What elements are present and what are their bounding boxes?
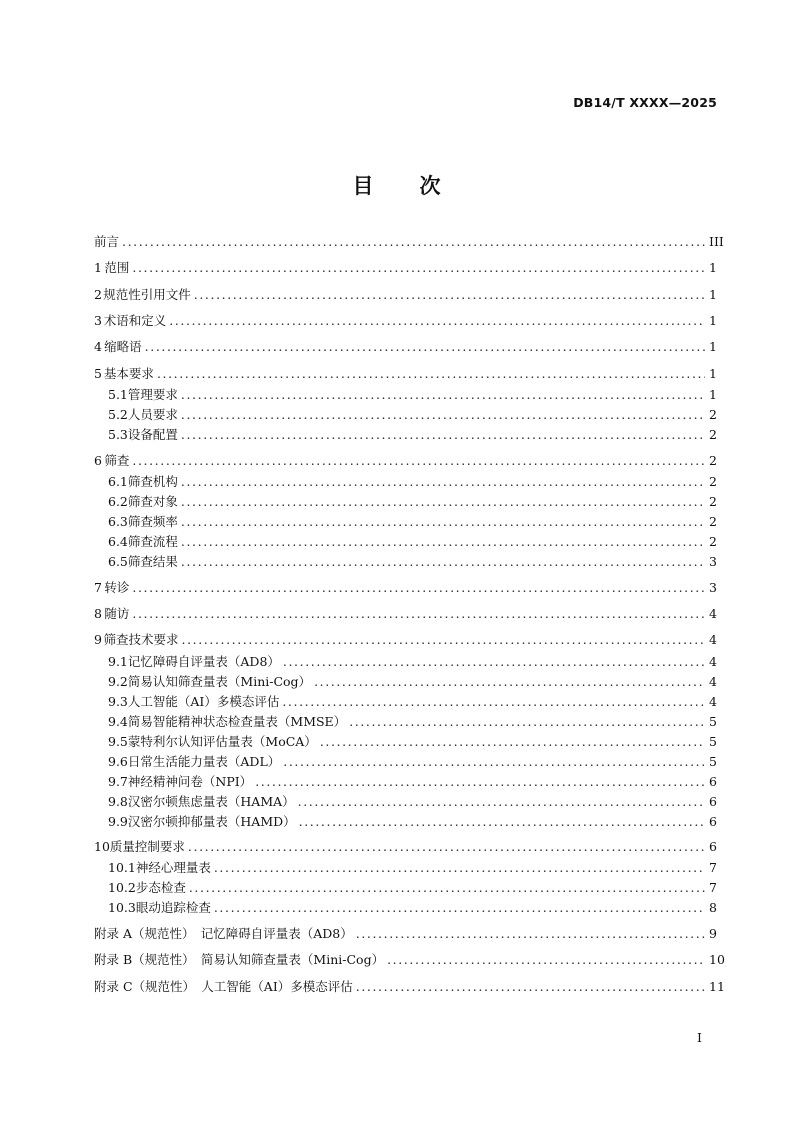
toc-entry[interactable]	[108, 473, 717, 491]
toc-leader-dots	[320, 733, 705, 751]
toc-entry[interactable]	[94, 233, 724, 251]
toc-entry-number: 6	[94, 453, 102, 468]
toc-entry[interactable]	[94, 579, 717, 597]
toc-entry[interactable]	[108, 713, 717, 731]
toc-entry-number: 9.8	[108, 794, 128, 809]
toc-entry-number: 9.6	[108, 754, 128, 769]
toc-leader-dots	[181, 473, 705, 491]
toc-entry[interactable]	[94, 605, 717, 623]
toc-entry[interactable]	[108, 426, 717, 444]
toc-entry-number: 9.1	[108, 654, 128, 669]
toc-entry-page: 3	[709, 554, 717, 569]
toc-entry[interactable]	[108, 773, 717, 791]
toc-entry-number: 3	[94, 313, 102, 328]
toc-entry-label: 缩略语	[104, 339, 142, 354]
toc-leader-dots	[283, 653, 705, 671]
toc-leader-dots	[132, 259, 705, 277]
toc-entry-label: 附录 A（规范性） 记忆障碍自评量表（AD8）	[94, 926, 353, 941]
toc-leader-dots	[132, 579, 705, 597]
toc-entry[interactable]	[108, 753, 717, 771]
toc-entry[interactable]	[108, 513, 717, 531]
toc-entry-page: 7	[709, 860, 717, 875]
toc-entry-number: 9.2	[108, 674, 128, 689]
toc-leader-dots	[214, 899, 705, 917]
toc-leader-dots	[387, 951, 705, 969]
document-code: DB14/T XXXX—2025	[573, 95, 717, 110]
toc-entry-page: 4	[709, 632, 717, 647]
toc-entry-label: 基本要求	[103, 366, 154, 381]
toc-leader-dots	[356, 925, 705, 943]
toc-entry-number: 5	[94, 366, 102, 381]
toc-leader-dots	[181, 513, 705, 531]
toc-entry-page: 9	[709, 926, 717, 941]
toc-leader-dots	[181, 533, 705, 551]
toc-entry-label: 记忆障碍自评量表（AD8）	[127, 654, 280, 669]
toc-entry-number: 5.2	[108, 407, 128, 422]
toc-entry[interactable]	[108, 673, 717, 691]
toc-leader-dots	[122, 233, 705, 251]
toc-entry[interactable]	[108, 533, 717, 551]
toc-entry-page: 3	[709, 580, 717, 595]
toc-entry-number: 9.4	[108, 714, 128, 729]
toc-entry-label: 眼动追踪检查	[135, 900, 211, 915]
toc-entry-label: 术语和定义	[103, 313, 167, 328]
toc-entry-label: 筛查技术要求	[103, 632, 179, 647]
toc-entry-label: 转诊	[104, 580, 130, 595]
toc-entry[interactable]	[94, 951, 725, 969]
toc-entry-number: 9	[94, 632, 102, 647]
toc-entry-label: 人工智能（AI）多模态评估	[127, 694, 280, 709]
toc-entry-number: 2	[94, 287, 102, 302]
toc-entry[interactable]	[94, 925, 717, 943]
toc-entry[interactable]	[108, 493, 717, 511]
toc-leader-dots	[255, 773, 705, 791]
toc-entry-page: 2	[709, 453, 717, 468]
toc-entry-number: 9.5	[108, 734, 128, 749]
toc-entry-page: 4	[709, 674, 717, 689]
toc-leader-dots	[298, 793, 705, 811]
toc-leader-dots	[181, 426, 705, 444]
toc-entry-page: 11	[709, 979, 725, 994]
toc-entry[interactable]	[94, 838, 717, 856]
title-char-1: 目	[352, 174, 374, 198]
toc-entry-page: 10	[709, 952, 725, 967]
toc-entry-label: 前言	[94, 234, 120, 249]
toc-entry-page: 2	[709, 514, 717, 529]
toc-leader-dots	[181, 493, 705, 511]
toc-entry-page: 6	[709, 774, 717, 789]
toc-entry-label: 规范性引用文件	[103, 287, 191, 302]
toc-entry-number: 6.3	[108, 514, 128, 529]
toc-entry-number: 4	[94, 339, 102, 354]
toc-entry-page: 4	[709, 606, 717, 621]
toc-entry-label: 筛查流程	[127, 534, 178, 549]
toc-entry[interactable]	[94, 978, 725, 996]
toc-entry-page: 6	[709, 794, 717, 809]
toc-entry[interactable]	[94, 338, 717, 356]
toc-entry-number: 9.3	[108, 694, 128, 709]
toc-entry-page: 2	[709, 534, 717, 549]
toc-entry-label: 汉密尔顿焦虑量表（HAMA）	[127, 794, 295, 809]
toc-entry-label: 设备配置	[127, 427, 178, 442]
toc-entry[interactable]	[108, 813, 717, 831]
toc-leader-dots	[283, 753, 705, 771]
toc-entry-page: 1	[709, 260, 717, 275]
toc-entry-page: 2	[709, 494, 717, 509]
toc-entry-number: 5.1	[108, 387, 128, 402]
toc-entry-page: 1	[709, 339, 717, 354]
toc-entry-page: 6	[709, 839, 717, 854]
toc-entry-number: 6.1	[108, 474, 128, 489]
toc-entry-number: 7	[94, 580, 102, 595]
page-title	[0, 170, 793, 200]
toc-entry-label: 简易认知筛查量表（Mini-Cog）	[127, 674, 312, 689]
toc-leader-dots	[181, 386, 705, 404]
toc-entry[interactable]	[94, 286, 717, 304]
toc-leader-dots	[157, 365, 705, 383]
toc-entry-label: 神经精神问卷（NPI）	[127, 774, 253, 789]
toc-entry-label: 筛查结果	[127, 554, 178, 569]
toc-entry-page: 5	[709, 754, 717, 769]
toc-entry-page: 1	[709, 366, 717, 381]
toc-entry[interactable]	[94, 365, 717, 383]
toc-leader-dots	[132, 605, 705, 623]
toc-entry[interactable]	[108, 653, 717, 671]
toc-entry-number: 10.3	[108, 900, 136, 915]
toc-entry-number: 10	[94, 839, 110, 854]
toc-entry-page: III	[709, 234, 724, 249]
toc-entry-label: 筛查机构	[127, 474, 178, 489]
toc-entry[interactable]	[108, 553, 717, 571]
toc-entry-label: 质量控制要求	[109, 839, 185, 854]
toc-leader-dots	[282, 693, 705, 711]
toc-entry-page: 8	[709, 900, 717, 915]
toc-entry-number: 6.4	[108, 534, 128, 549]
toc-leader-dots	[349, 713, 705, 731]
toc-leader-dots	[145, 338, 705, 356]
toc-entry[interactable]	[94, 312, 717, 330]
toc-entry[interactable]	[108, 859, 717, 877]
toc-entry-number: 9.9	[108, 814, 128, 829]
toc-entry-label: 蒙特利尔认知评估量表（MoCA）	[127, 734, 317, 749]
toc-entry-number: 5.3	[108, 427, 128, 442]
toc-leader-dots	[132, 452, 705, 470]
toc-entry-number: 1	[94, 260, 102, 275]
toc-entry-page: 4	[709, 654, 717, 669]
toc-entry-number: 10.1	[108, 860, 136, 875]
toc-entry-page: 1	[709, 387, 717, 402]
toc-entry-page: 2	[709, 427, 717, 442]
toc-entry-page: 2	[709, 407, 717, 422]
toc-entry[interactable]	[108, 733, 717, 751]
toc-entry-label: 筛查对象	[127, 494, 178, 509]
toc-leader-dots	[188, 838, 705, 856]
toc-entry[interactable]	[108, 386, 717, 404]
toc-leader-dots	[314, 673, 705, 691]
toc-entry-page: 6	[709, 814, 717, 829]
toc-entry-label: 人员要求	[127, 407, 178, 422]
toc-entry-number: 6.2	[108, 494, 128, 509]
toc-leader-dots	[214, 859, 705, 877]
toc-entry[interactable]	[94, 452, 717, 470]
toc-entry-label: 汉密尔顿抑郁量表（HAMD）	[127, 814, 296, 829]
toc-entry-label: 神经心理量表	[135, 860, 211, 875]
toc-entry-page: 2	[709, 474, 717, 489]
toc-entry[interactable]	[108, 899, 717, 917]
toc-entry-label: 筛查	[104, 453, 130, 468]
toc-entry-number: 8	[94, 606, 102, 621]
toc-leader-dots	[194, 286, 705, 304]
toc-leader-dots	[356, 978, 705, 996]
toc-leader-dots	[181, 406, 705, 424]
toc-entry[interactable]	[94, 631, 717, 649]
toc-entry-label: 简易智能精神状态检查量表（MMSE）	[127, 714, 347, 729]
toc-entry-number: 10.2	[108, 880, 136, 895]
toc-entry-label: 随访	[104, 606, 130, 621]
toc-entry[interactable]	[108, 693, 717, 711]
toc-entry-page: 7	[709, 880, 717, 895]
title-char-2: 次	[419, 174, 441, 198]
toc-entry-label: 范围	[104, 260, 130, 275]
toc-leader-dots	[169, 312, 705, 330]
toc-entry[interactable]	[94, 259, 717, 277]
toc-entry-number: 9.7	[108, 774, 128, 789]
toc-entry-number: 6.5	[108, 554, 128, 569]
toc-entry-page: 1	[709, 287, 717, 302]
toc-leader-dots	[299, 813, 705, 831]
toc-entry[interactable]	[108, 793, 717, 811]
toc-entry-label: 步态检查	[135, 880, 186, 895]
toc-entry[interactable]	[108, 879, 717, 897]
footer-page-number: I	[697, 1030, 702, 1045]
toc-entry-label: 管理要求	[127, 387, 178, 402]
toc-entry-page: 5	[709, 714, 717, 729]
toc-leader-dots	[182, 631, 706, 649]
toc-leader-dots	[181, 553, 705, 571]
toc-entry[interactable]	[108, 406, 717, 424]
toc-entry-label: 日常生活能力量表（ADL）	[127, 754, 281, 769]
toc-entry-page: 1	[709, 313, 717, 328]
toc-entry-label: 筛查频率	[127, 514, 178, 529]
toc-entry-page: 5	[709, 734, 717, 749]
toc-entry-page: 4	[709, 694, 717, 709]
toc-entry-label: 附录 B（规范性） 简易认知筛查量表（Mini-Cog）	[94, 952, 385, 967]
toc-leader-dots	[189, 879, 705, 897]
toc-entry-label: 附录 C（规范性） 人工智能（AI）多模态评估	[94, 979, 353, 994]
